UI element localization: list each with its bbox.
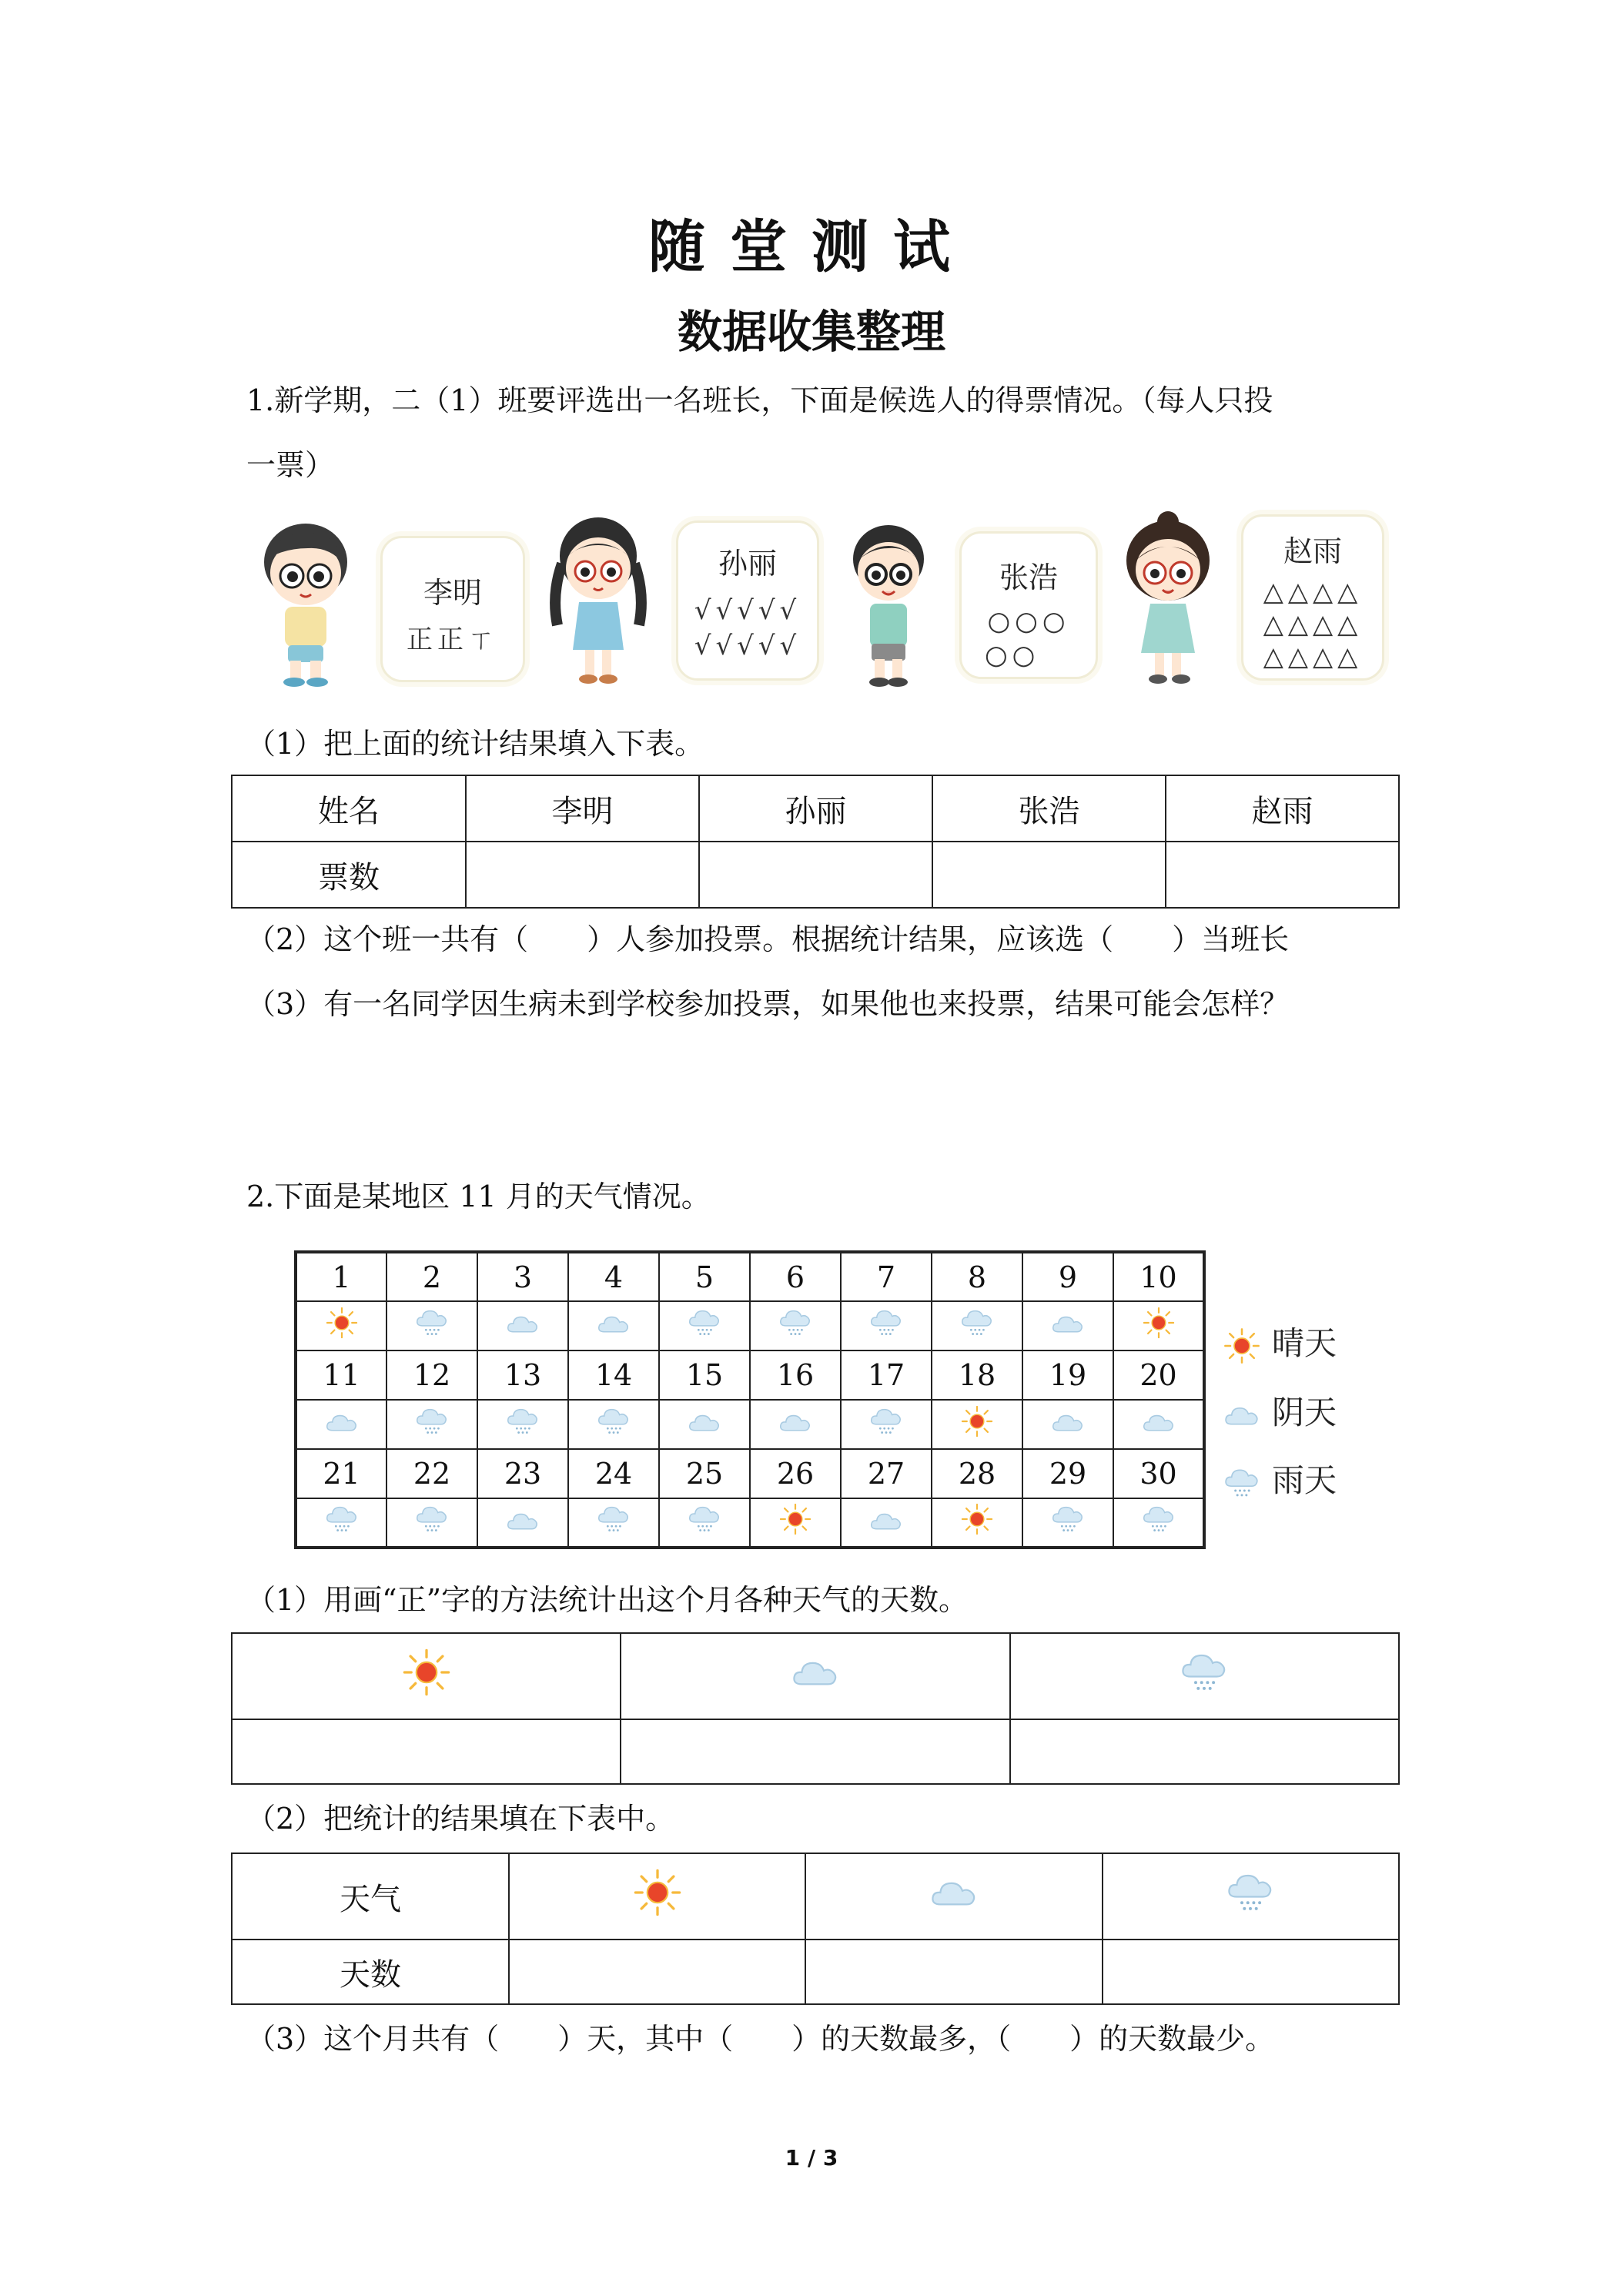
calendar-day-number: 21 [296, 1449, 387, 1498]
tally-marks: 正正ㄒ [407, 624, 499, 655]
cloud-icon [1223, 1400, 1261, 1431]
rain-cloud-icon [414, 1307, 450, 1338]
tally-table-sunny-header [232, 1633, 621, 1719]
calendar-weather-cell [477, 1498, 568, 1548]
legend-cloudy [1223, 1387, 1337, 1434]
candidates-row [248, 510, 1364, 694]
calendar-day-number: 29 [1022, 1449, 1113, 1498]
result-table-days-row [232, 1940, 1399, 2004]
calendar-weather-cell [568, 1498, 659, 1548]
legend-sunny [1223, 1318, 1337, 1365]
calendar-weather-cell [477, 1301, 568, 1350]
tally-table [231, 1632, 1400, 1785]
tally-table-icon-row [232, 1633, 1399, 1719]
tally-marks-row1: ○○○ [987, 606, 1070, 637]
candidate-card-zhanghao [959, 531, 1098, 679]
tally-table-rainy-header [1010, 1633, 1399, 1719]
cloud-icon [324, 1410, 360, 1434]
rain-cloud-icon [324, 1504, 360, 1535]
boy-zhanghao-illustration [835, 516, 942, 691]
vote-table-header-row [232, 775, 1399, 842]
result-table-cloudy-header [805, 1853, 1102, 1940]
calendar-day-number: 17 [841, 1350, 932, 1400]
calendar-day-number: 26 [750, 1449, 841, 1498]
vote-table-name-cell: 赵雨 [1166, 775, 1399, 842]
calendar-day-number: 7 [841, 1252, 932, 1301]
calendar-day-number: 27 [841, 1449, 932, 1498]
calendar-weather-cell [659, 1498, 750, 1548]
candidate-card-zhaoyu [1241, 514, 1384, 681]
calendar-day-number: 9 [1022, 1252, 1113, 1301]
vote-table-votes-row [232, 842, 1399, 908]
sun-icon [1142, 1306, 1176, 1340]
vote-count-input-zhanghao[interactable] [932, 842, 1166, 908]
calendar-weather-cell [659, 1400, 750, 1449]
calendar-weather-cell [841, 1400, 932, 1449]
calendar-weather-row [296, 1301, 1204, 1350]
rain-cloud-icon [596, 1504, 631, 1535]
vote-table-name-cell: 孙丽 [699, 775, 932, 842]
calendar-weather-cell [750, 1400, 841, 1449]
tally-marks-row2: △△△△ [1263, 609, 1363, 640]
calendar-day-number: 15 [659, 1350, 750, 1400]
calendar-weather-cell [932, 1498, 1022, 1548]
rain-cloud-icon [505, 1406, 540, 1437]
days-input-cloudy[interactable] [805, 1940, 1102, 2004]
cloud-icon [505, 1311, 540, 1336]
calendar-weather-row [296, 1498, 1204, 1548]
rain-cloud-icon [868, 1406, 904, 1437]
calendar-weather-row [296, 1400, 1204, 1449]
calendar-day-number: 22 [387, 1449, 477, 1498]
calendar-day-number: 28 [932, 1449, 1022, 1498]
calendar-weather-cell [1113, 1498, 1204, 1548]
calendar-day-number: 18 [932, 1350, 1022, 1400]
cloud-icon [505, 1508, 540, 1533]
tally-marks-row1: △△△△ [1263, 577, 1363, 607]
legend-cloudy-label: 阴天 [1272, 1394, 1337, 1431]
calendar-day-number: 6 [750, 1252, 841, 1301]
calendar-day-number: 11 [296, 1350, 387, 1400]
sun-icon [1223, 1327, 1261, 1365]
calendar-day-number: 24 [568, 1449, 659, 1498]
q1-sub1: （1）把上面的统计结果填入下表。 [246, 727, 704, 761]
tally-table-cloudy-header [621, 1633, 1009, 1719]
sun-icon [960, 1502, 994, 1536]
cloud-icon [1050, 1311, 1086, 1336]
days-input-rainy[interactable] [1103, 1940, 1399, 2004]
q2-sub2: （2）把统计的结果填在下表中。 [246, 1802, 675, 1836]
vote-count-input-liming[interactable] [466, 842, 699, 908]
calendar-weather-cell [387, 1301, 477, 1350]
sun-icon [778, 1502, 812, 1536]
q1-intro-line2: 一票） [246, 448, 335, 482]
vote-table-row-label: 票数 [232, 842, 466, 908]
calendar-day-number: 4 [568, 1252, 659, 1301]
calendar-weather-cell [296, 1400, 387, 1449]
calendar-weather-cell [750, 1301, 841, 1350]
cloud-icon [790, 1655, 841, 1689]
candidate-card-sunli [676, 520, 819, 681]
q1-sub2: （2）这个班一共有（ ）人参加投票。根据统计结果，应该选（ ）当班长 [246, 922, 1290, 956]
days-input-sunny[interactable] [509, 1940, 805, 2004]
candidate-name: 赵雨 [1283, 534, 1342, 568]
calendar-day-number: 2 [387, 1252, 477, 1301]
calendar-weather-cell [1022, 1498, 1113, 1548]
calendar-day-number: 25 [659, 1449, 750, 1498]
rain-cloud-icon [1223, 1466, 1261, 1500]
calendar-day-number: 16 [750, 1350, 841, 1400]
calendar-day-number: 12 [387, 1350, 477, 1400]
candidate-name: 孙丽 [718, 547, 777, 581]
calendar-weather-cell [1113, 1301, 1204, 1350]
result-table-weather-label: 天气 [232, 1853, 509, 1940]
candidate-card-liming [380, 536, 525, 682]
calendar-day-row [296, 1350, 1204, 1400]
page-number: 1 / 3 [785, 2145, 838, 2170]
calendar-day-number: 1 [296, 1252, 387, 1301]
calendar-weather-cell [841, 1301, 932, 1350]
q2-sub3: （3）这个月共有（ ）天，其中（ ）的天数最多，（ ）的天数最少。 [246, 2022, 1275, 2056]
calendar-day-number: 14 [568, 1350, 659, 1400]
cloud-icon [596, 1311, 631, 1336]
rain-cloud-icon [868, 1307, 904, 1338]
calendar-weather-cell [1022, 1400, 1113, 1449]
calendar-weather-cell [932, 1301, 1022, 1350]
cloud-icon [687, 1410, 722, 1434]
vote-table-name-cell: 张浩 [932, 775, 1166, 842]
candidate-name: 张浩 [999, 561, 1058, 594]
girl-zhaoyu-illustration [1110, 510, 1226, 691]
weather-result-table [231, 1853, 1400, 2005]
calendar-weather-cell [387, 1498, 477, 1548]
calendar-weather-cell [750, 1498, 841, 1548]
legend-rainy [1223, 1455, 1337, 1501]
rain-cloud-icon [1141, 1504, 1176, 1535]
calendar-day-number: 30 [1113, 1449, 1204, 1498]
calendar-day-number: 8 [932, 1252, 1022, 1301]
rain-cloud-icon [778, 1307, 813, 1338]
sun-icon [960, 1404, 994, 1438]
vote-count-input-sunli[interactable] [699, 842, 932, 908]
rain-cloud-icon [687, 1307, 722, 1338]
candidate-name: 李明 [423, 576, 482, 610]
cloud-icon [1050, 1410, 1086, 1434]
calendar-weather-cell [1113, 1400, 1204, 1449]
page-title: 随堂测试 [648, 214, 975, 280]
rain-cloud-icon [414, 1406, 450, 1437]
legend-rainy-label: 雨天 [1272, 1461, 1337, 1499]
cloud-icon [929, 1876, 979, 1909]
calendar-day-number: 23 [477, 1449, 568, 1498]
vote-table-name-cell: 李明 [466, 775, 699, 842]
rain-cloud-icon [1050, 1504, 1086, 1535]
cloud-icon [1141, 1410, 1176, 1434]
calendar-weather-cell [387, 1400, 477, 1449]
q2-intro: 2.下面是某地区 11 月的天气情况。 [246, 1180, 711, 1213]
q1-sub3: （3）有一名同学因生病未到学校参加投票，如果他也来投票，结果可能会怎样？ [246, 987, 1290, 1021]
vote-table [231, 775, 1400, 909]
page-subtitle: 数据收集整理 [677, 306, 945, 358]
result-table-days-label: 天数 [232, 1940, 509, 2004]
tally-marks-row2: ○○ [985, 640, 1040, 671]
calendar-weather-cell [477, 1400, 568, 1449]
result-table-weather-row [232, 1853, 1399, 1940]
tally-marks-row1: √√√√√ [694, 595, 801, 626]
calendar-weather-cell [932, 1400, 1022, 1449]
calendar-day-row [296, 1449, 1204, 1498]
weather-calendar-table [294, 1250, 1206, 1549]
calendar-weather-cell [659, 1301, 750, 1350]
calendar-weather-cell [1022, 1301, 1113, 1350]
rain-cloud-icon [1225, 1871, 1276, 1914]
rain-cloud-icon [596, 1406, 631, 1437]
q1-intro-line1: 1.新学期，二（1）班要评选出一名班长，下面是候选人的得票情况。（每人只投 [246, 383, 1273, 417]
calendar-day-number: 3 [477, 1252, 568, 1301]
sun-icon [632, 1867, 683, 1918]
calendar-day-number: 13 [477, 1350, 568, 1400]
q2-sub1: （1）用画“正”字的方法统计出这个月各种天气的天数。 [246, 1583, 969, 1617]
sun-icon [401, 1647, 452, 1698]
tally-marks-row3: △△△△ [1263, 641, 1363, 672]
calendar-weather-cell [296, 1301, 387, 1350]
tally-marks-row2: √√√√√ [694, 631, 801, 661]
calendar-day-number: 10 [1113, 1252, 1204, 1301]
rain-cloud-icon [959, 1307, 995, 1338]
legend-sunny-label: 晴天 [1272, 1324, 1337, 1362]
rain-cloud-icon [687, 1504, 722, 1535]
sun-icon [325, 1306, 359, 1340]
calendar-weather-cell [841, 1498, 932, 1548]
calendar-day-number: 19 [1022, 1350, 1113, 1400]
rain-cloud-icon [414, 1504, 450, 1535]
tally-input-sunny[interactable] [232, 1719, 621, 1784]
tally-input-rainy[interactable] [1010, 1719, 1399, 1784]
result-table-rainy-header [1103, 1853, 1399, 1940]
girl-sunli-illustration [540, 510, 656, 691]
calendar-day-number: 5 [659, 1252, 750, 1301]
calendar-day-row [296, 1252, 1204, 1301]
vote-table-header-label: 姓名 [232, 775, 466, 842]
calendar-weather-cell [568, 1301, 659, 1350]
vote-count-input-zhaoyu[interactable] [1166, 842, 1399, 908]
cloud-icon [778, 1410, 813, 1434]
cloud-icon [868, 1508, 904, 1533]
calendar-weather-cell [568, 1400, 659, 1449]
calendar-weather-cell [296, 1498, 387, 1548]
rain-cloud-icon [1179, 1651, 1230, 1694]
tally-table-answer-row [232, 1719, 1399, 1784]
result-table-sunny-header [509, 1853, 805, 1940]
calendar-day-number: 20 [1113, 1350, 1204, 1400]
tally-input-cloudy[interactable] [621, 1719, 1009, 1784]
boy-liming-illustration [248, 517, 363, 691]
